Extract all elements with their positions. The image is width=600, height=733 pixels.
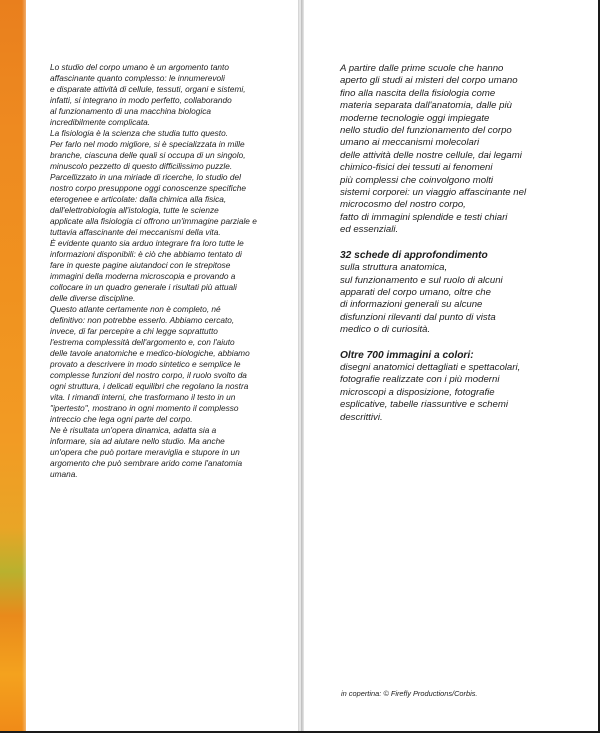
text-line: fotografie realizzate con i più moderni <box>340 374 500 386</box>
text-line: umano ai meccanismi molecolari <box>340 137 480 149</box>
text-line: più complessi che coinvolgono molti <box>340 174 494 186</box>
text-line: sistemi corporei: un viaggio affascinante nel <box>340 187 527 199</box>
text-line: materia separata dall'anatomia, dalle più <box>340 100 512 112</box>
text-line: fare in queste pagine aiutandoci con le strepitose <box>50 260 231 270</box>
text-line: descrittivi. <box>340 411 383 423</box>
text-line: l'estrema complessità dell'argomento e, con l'aiuto <box>50 337 235 347</box>
text-line: complesse funzioni del nostro corpo, il ruolo svolto da <box>50 370 247 380</box>
text-line: intreccio che lega ogni parte del corpo. <box>50 414 193 424</box>
immagini-section <box>340 350 572 424</box>
text-line: sul funzionamento e sul ruolo di alcuni <box>340 274 503 286</box>
text-line: delle attività delle nostre cellule, dai legami <box>340 149 522 161</box>
text-line: ed essenziali. <box>340 224 399 236</box>
text-line: al funzionamento di una macchina biologica <box>50 106 211 116</box>
text-line: di informazioni generali su alcune <box>340 299 483 311</box>
schede-section <box>340 250 572 337</box>
right-column-text <box>340 63 572 437</box>
text-line: vita. I rimandi interni, che trasformano il testo in un <box>50 392 236 402</box>
text-line: argomento che può sembrare arido come l'anatomia <box>50 458 243 468</box>
spine-fold <box>298 0 304 733</box>
text-line: branche, ciascuna delle quali si occupa di un singolo, <box>50 150 246 160</box>
left-column-text <box>50 62 282 480</box>
text-line: fino alla nascita della fisiologia come <box>340 87 496 99</box>
text-line: definitivo: non potrebbe esserlo. Abbiamo cercato, <box>50 315 235 325</box>
schede-heading: 32 schede di approfondimento <box>340 249 488 261</box>
text-line: informazioni disponibili: è ciò che abbiamo tentato di <box>50 249 242 259</box>
text-line: immagini della moderna microscopia e provando a <box>50 271 236 281</box>
text-line: incredibilmente complicata. <box>50 117 151 127</box>
text-line: Questo atlante certamente non è completo, né <box>50 304 221 314</box>
text-line: medico o di curiosità. <box>340 324 431 336</box>
text-line: nello studio del funzionamento del corpo <box>340 125 512 137</box>
text-line: minuscolo pezzetto di questo difficilissimo puzzle. <box>50 161 233 171</box>
text-line: Parcellizzato in una miriade di ricerche, lo studio del <box>50 172 241 182</box>
text-line: nostro corpo presuppone oggi conoscenze specifiche <box>50 183 247 193</box>
cover-credit: in copertina: © Firefly Productions/Corbis. <box>341 689 478 698</box>
text-line: moderne tecnologie oggi impiegate <box>340 112 490 124</box>
text-line: dall'elettrobiologia all'istologia, tutte le scienze <box>50 205 219 215</box>
text-line: microcosmo del nostro corpo, <box>340 199 466 211</box>
text-line: A partire dalle prime scuole che hanno <box>340 63 504 74</box>
text-line: infatti, si integrano in modo perfetto, collaborando <box>50 95 232 105</box>
text-line: invece, di far percepire a chi legge soprattutto <box>50 326 218 336</box>
text-line: umana. <box>50 469 78 479</box>
text-line: Per farlo nel modo migliore, si è specializzata in mille <box>50 139 245 149</box>
text-line: apparati del corpo umano, oltre che <box>340 286 491 298</box>
text-line: delle tavole anatomiche e medico-biologiche, abbiamo <box>50 348 250 358</box>
text-line: ogni struttura, i delicati equilibri che regolano la nostra <box>50 381 249 391</box>
text-line: "ipertesto", mostrano in ogni momento il complesso <box>50 403 239 413</box>
text-line: delle diverse discipline. <box>50 293 136 303</box>
text-line: disfunzioni rilevanti dal punto di vista <box>340 311 496 323</box>
text-line: e disparate attività di cellule, tessuti, organi e sistemi, <box>50 84 246 94</box>
immagini-heading: Oltre 700 immagini a colori: <box>340 349 474 361</box>
text-line: eterogenee e articolate: dalla chimica alla fisica, <box>50 194 227 204</box>
text-line: chimico-fisici dei tessuti ai fenomeni <box>340 162 493 174</box>
text-line: esplicative, tabelle riassuntive e schemi <box>340 399 508 411</box>
text-line: La fisiologia è la scienza che studia tutto questo. <box>50 128 229 138</box>
text-line: Ne è risultata un'opera dinamica, adatta sia a <box>50 425 217 435</box>
text-line: informare, sia ad aiutare nello studio. Ma anche <box>50 436 225 446</box>
text-line: tuttavia affascinante dei meccanismi della vita. <box>50 227 221 237</box>
text-line: microscopi a disposizione, fotografie <box>340 386 495 398</box>
text-line: fatto di immagini splendide e testi chiari <box>340 211 508 223</box>
text-line: disegni anatomici dettagliati e spettacolari, <box>340 361 521 373</box>
text-line: un'opera che può portare meraviglia e stupore in un <box>50 447 240 457</box>
intro-paragraph <box>340 63 572 237</box>
text-line: collocare in un quadro generale i risultati più attuali <box>50 282 237 292</box>
text-line: aperto gli studi ai misteri del corpo umano <box>340 75 518 87</box>
text-line: affascinante quanto complesso: le innumerevoli <box>50 73 225 83</box>
cover-edge-strip <box>0 0 26 733</box>
text-line: provato a descrivere in modo sintetico e semplice le <box>50 359 241 369</box>
text-line: applicate alla fisiologia ci offrono un'immagine parziale e <box>50 216 257 226</box>
text-line: sulla struttura anatomica, <box>340 262 448 274</box>
text-line: Lo studio del corpo umano è un argomento tanto <box>50 62 229 72</box>
text-line: È evidente quanto sia arduo integrare fra loro tutte le <box>50 238 244 248</box>
